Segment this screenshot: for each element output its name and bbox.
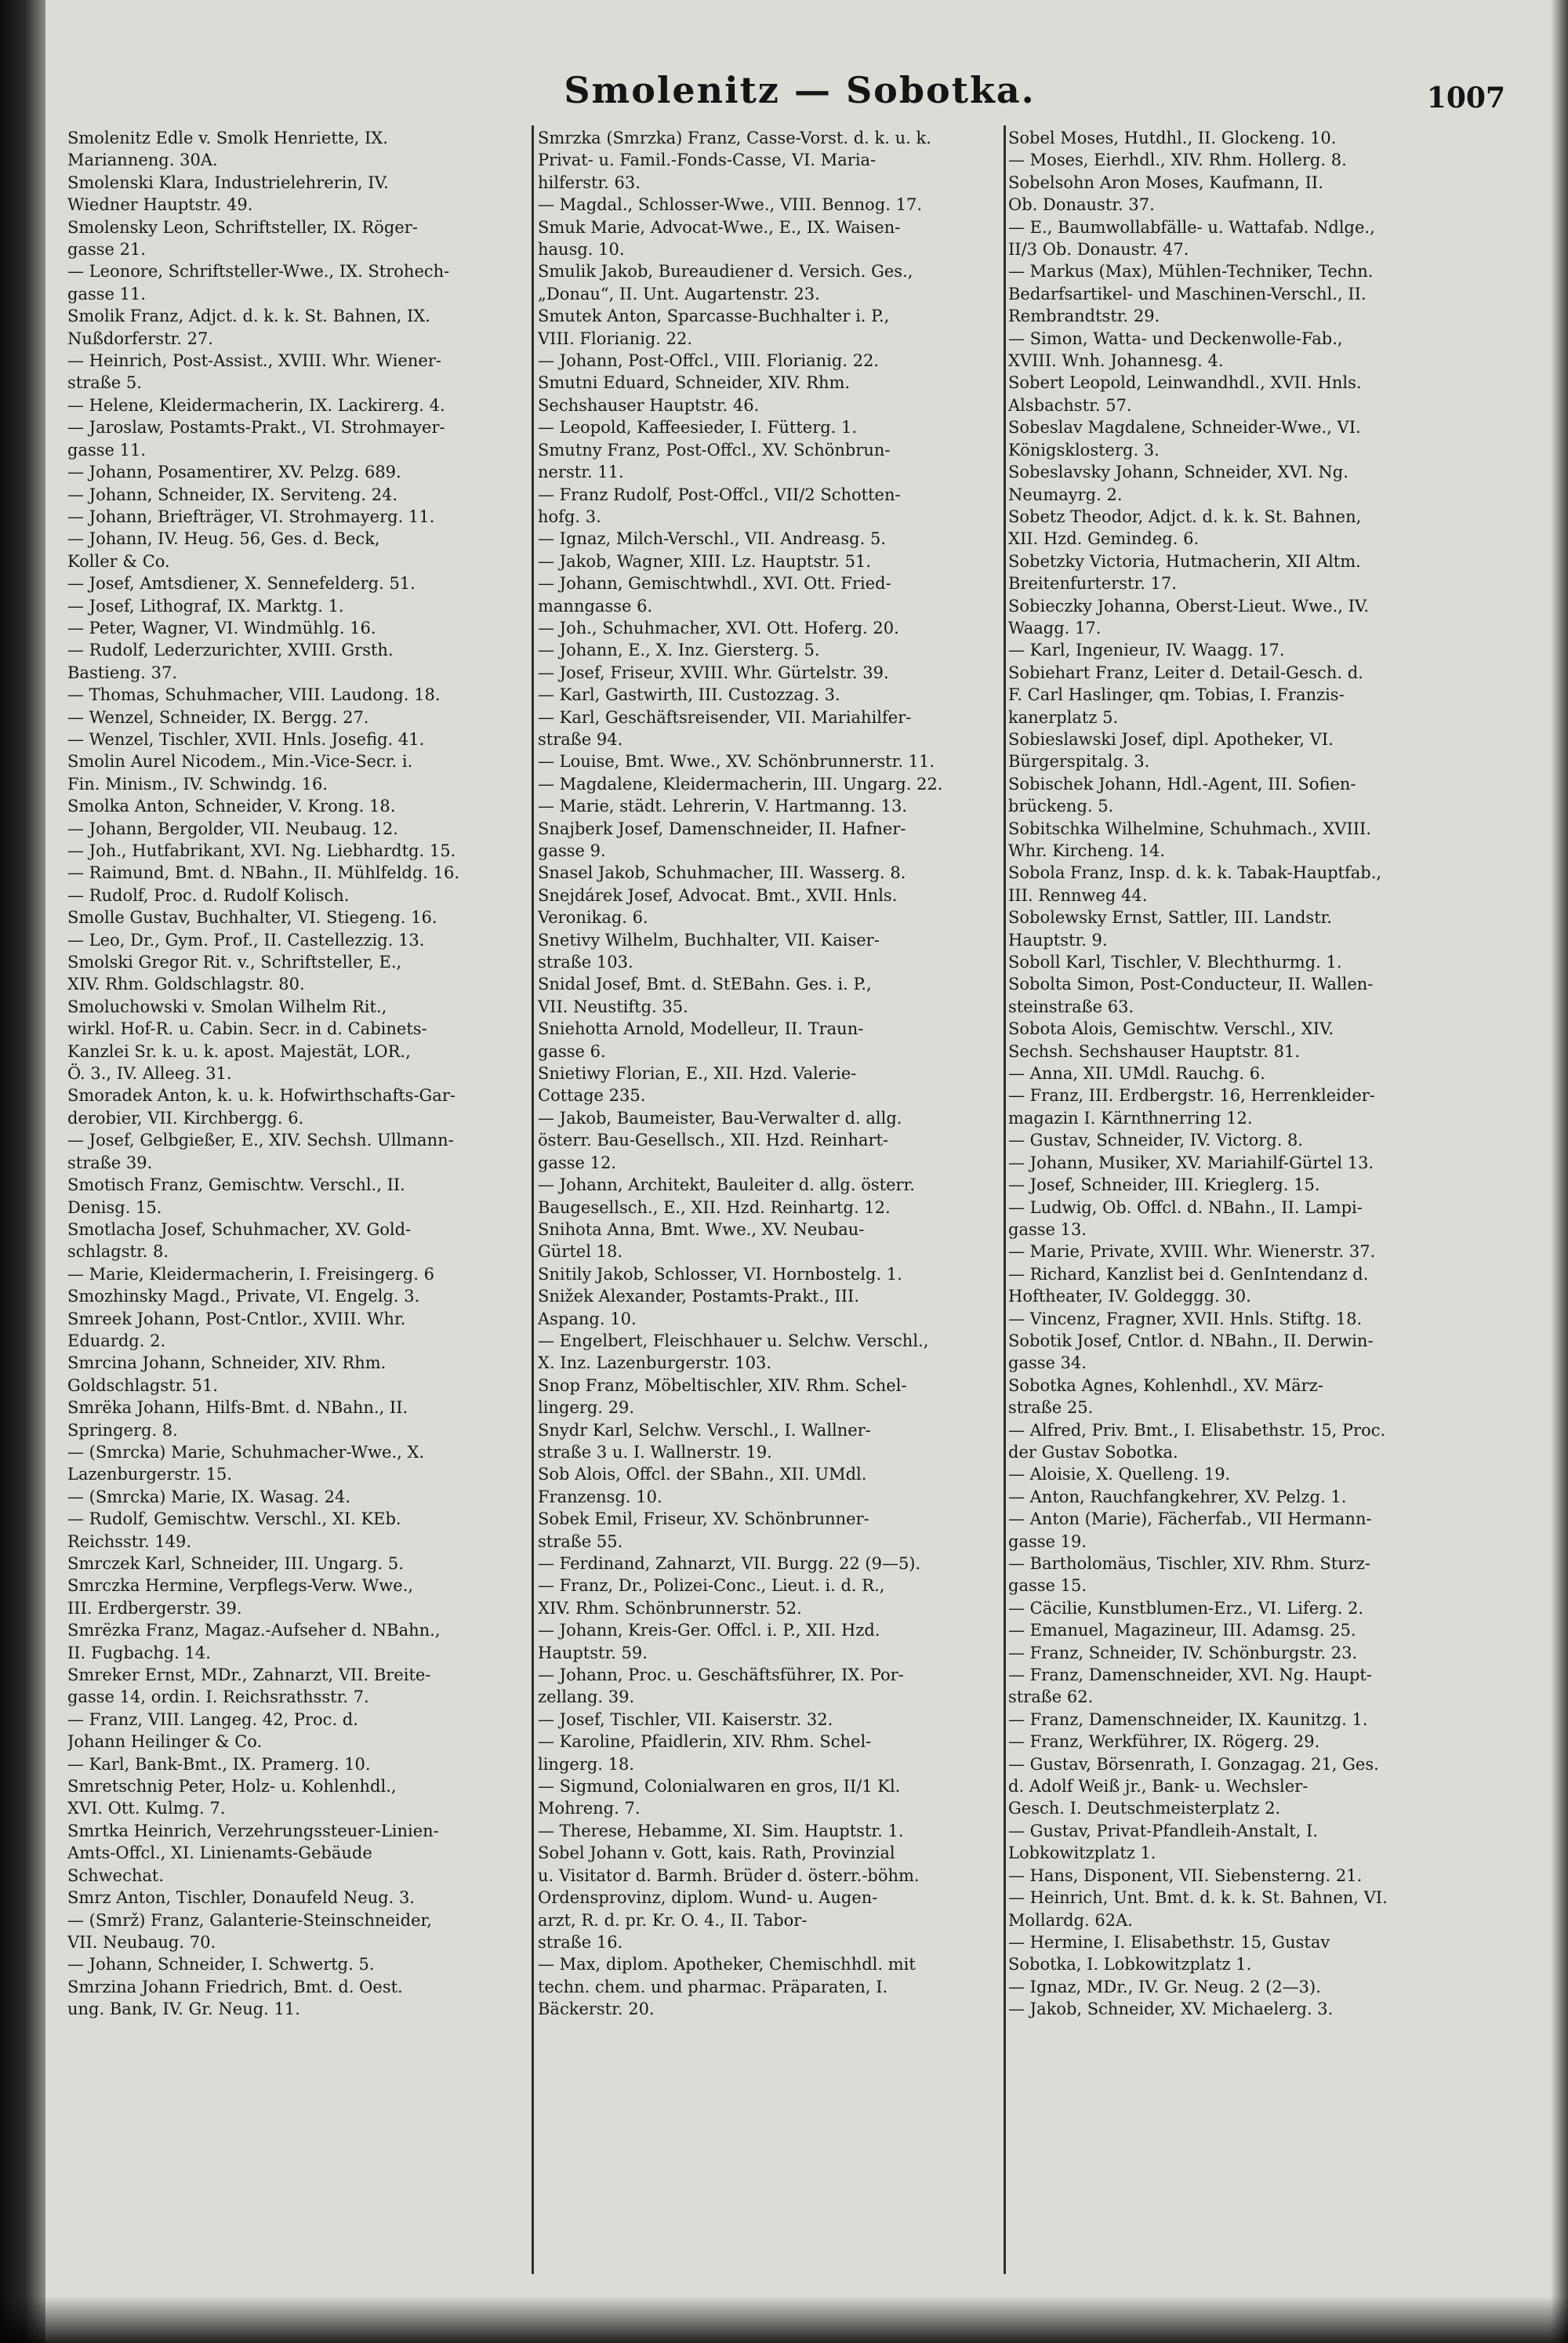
directory-entry-line: — (Smrž) Franz, Galanterie-Steinschneider, bbox=[67, 1910, 432, 1930]
directory-entry-line: — Johann, Schneider, I. Schwertg. 5. bbox=[67, 1955, 375, 1974]
directory-entry-line: Smotisch Franz, Gemischtw. Verschl., II. bbox=[67, 1175, 405, 1195]
directory-entry-line: Soboll Karl, Tischler, V. Blechthurmg. 1. bbox=[1008, 953, 1342, 972]
directory-entry-line: — Rudolf, Lederzurichter, XVIII. Grsth. bbox=[67, 641, 394, 660]
directory-entry-line: Snitily Jakob, Schlosser, VI. Hornbostelg. 1. bbox=[538, 1264, 902, 1284]
directory-entry-line: steinstraße 63. bbox=[1008, 997, 1134, 1016]
directory-entry-line: kanerplatz 5. bbox=[1008, 707, 1119, 727]
directory-entry-line: Snop Franz, Möbeltischler, XIV. Rhm. Schel- bbox=[538, 1375, 907, 1395]
directory-entry-line: Nußdorferstr. 27. bbox=[67, 329, 213, 348]
directory-entry-line: — Marie, Private, XVIII. Whr. Wienerstr. 37. bbox=[1008, 1242, 1376, 1262]
directory-entry-line: Bastieng. 37. bbox=[67, 663, 178, 682]
directory-entry-line: Breitenfurterstr. 17. bbox=[1008, 574, 1177, 594]
directory-entry-line: Sobitschka Wilhelmine, Schuhmach., XVIII. bbox=[1008, 819, 1372, 838]
directory-entry-line: — Johann, Briefträger, VI. Strohmayerg. 11. bbox=[67, 507, 435, 526]
directory-entry-line: zellang. 39. bbox=[538, 1687, 635, 1707]
directory-entry-line: Smrczek Karl, Schneider, III. Ungarg. 5. bbox=[67, 1554, 404, 1573]
directory-entry-line: Bäckerstr. 20. bbox=[538, 2000, 655, 2019]
directory-entry-line: straße 55. bbox=[538, 1531, 623, 1551]
directory-entry-line: Franzensg. 10. bbox=[538, 1487, 662, 1506]
directory-entry-line: Snejdárek Josef, Advocat. Bmt., XVII. Hnls. bbox=[538, 885, 898, 905]
directory-entry-line: — Franz, Damenschneider, IX. Kaunitzg. 1. bbox=[1008, 1709, 1368, 1729]
directory-entry-line: arzt, R. d. pr. Kr. O. 4., II. Tabor- bbox=[538, 1910, 808, 1930]
directory-entry-line: gasse 11. bbox=[67, 440, 147, 460]
directory-entry-line: — Richard, Kanzlist bei d. GenIntendanz d. bbox=[1008, 1264, 1369, 1284]
directory-entry-line: Denisg. 15. bbox=[67, 1197, 162, 1217]
directory-entry-line: Sobek Emil, Friseur, XV. Schönbrunner- bbox=[538, 1509, 869, 1529]
directory-entry-line: straße 94. bbox=[538, 729, 623, 749]
directory-entry-line: — Franz, Dr., Polizei-Conc., Lieut. i. d. R., bbox=[538, 1576, 885, 1596]
directory-entry-line: straße 16. bbox=[538, 1932, 623, 1952]
page-number: 1007 bbox=[1426, 82, 1505, 114]
directory-entry-line: Bürgerspitalg. 3. bbox=[1008, 752, 1150, 772]
directory-entry-line: Sobotka Agnes, Kohlenhdl., XV. März- bbox=[1008, 1375, 1323, 1395]
directory-column-3 bbox=[1008, 127, 1474, 2291]
directory-entry-line: — Josef, Schneider, III. Krieglerg. 15. bbox=[1008, 1175, 1320, 1195]
directory-entry-line: u. Visitator d. Barmh. Brüder d. österr.-böhm. bbox=[538, 1865, 920, 1885]
directory-entry-line: Sobeslavsky Johann, Schneider, XVI. Ng. bbox=[1008, 463, 1348, 482]
directory-entry-line: XIV. Rhm. Schönbrunnerstr. 52. bbox=[538, 1598, 802, 1618]
directory-entry-line: — Marie, städt. Lehrerin, V. Hartmanng. 13. bbox=[538, 797, 908, 816]
directory-entry-line: — Aloisie, X. Quelleng. 19. bbox=[1008, 1465, 1231, 1484]
directory-entry-line: Smutny Franz, Post-Offcl., XV. Schönbrun- bbox=[538, 440, 891, 460]
directory-entry-line: Schwechat. bbox=[67, 1865, 164, 1885]
directory-entry-line: — Alfred, Priv. Bmt., I. Elisabethstr. 15, Proc. bbox=[1008, 1420, 1386, 1440]
directory-entry-line: österr. Bau-Gesellsch., XII. Hzd. Reinhart- bbox=[538, 1131, 889, 1150]
directory-entry-line: XVI. Ott. Kulmg. 7. bbox=[67, 1799, 226, 1818]
directory-entry-line: lingerg. 29. bbox=[538, 1398, 635, 1418]
directory-entry-line: gasse 34. bbox=[1008, 1353, 1087, 1373]
directory-entry-line: III. Rennweg 44. bbox=[1008, 885, 1148, 905]
directory-entry-line: Smolka Anton, Schneider, V. Krong. 18. bbox=[67, 797, 396, 816]
directory-entry-line: — Josef, Friseur, XVIII. Whr. Gürtelstr. 39. bbox=[538, 663, 889, 682]
directory-entry-line: Sobotik Josef, Cntlor. d. NBahn., II. Derwin- bbox=[1008, 1331, 1374, 1350]
directory-entry-line: Snetivy Wilhelm, Buchhalter, VII. Kaiser- bbox=[538, 930, 880, 950]
directory-entry-line: Snietiwy Florian, E., XII. Hzd. Valerie- bbox=[538, 1064, 857, 1084]
directory-entry-line: — Moses, Eierhdl., XIV. Rhm. Hollerg. 8. bbox=[1008, 151, 1347, 170]
directory-entry-line: gasse 19. bbox=[1008, 1531, 1087, 1551]
directory-entry-line: lingerg. 18. bbox=[538, 1754, 635, 1774]
directory-entry-line: — Raimund, Bmt. d. NBahn., II. Mühlfeldg. 16. bbox=[67, 863, 460, 883]
directory-entry-line: Sobola Franz, Insp. d. k. k. Tabak-Hauptfab., bbox=[1008, 863, 1382, 883]
directory-entry-line: Smoluchowski v. Smolan Wilhelm Rit., bbox=[67, 997, 387, 1016]
directory-entry-line: — Josef, Tischler, VII. Kaiserstr. 32. bbox=[538, 1709, 833, 1729]
directory-entry-line: Smrczka Hermine, Verpflegs-Verw. Wwe., bbox=[67, 1576, 414, 1596]
directory-entry-line: Ö. 3., IV. Alleeg. 31. bbox=[67, 1064, 232, 1084]
directory-entry-line: Smozhinsky Magd., Private, VI. Engelg. 3. bbox=[67, 1287, 420, 1306]
directory-entry-line: Hauptstr. 59. bbox=[538, 1643, 648, 1662]
directory-entry-line: Sobolewsky Ernst, Sattler, III. Landstr. bbox=[1008, 908, 1333, 928]
directory-entry-line: Smutni Eduard, Schneider, XIV. Rhm. bbox=[538, 373, 851, 393]
directory-entry-line: gasse 11. bbox=[67, 284, 147, 303]
directory-entry-line: Sobota Alois, Gemischtw. Verschl., XIV. bbox=[1008, 1019, 1334, 1039]
directory-entry-line: — Franz, III. Erdbergstr. 16, Herrenkleider- bbox=[1008, 1086, 1375, 1106]
directory-entry-line: Gesch. I. Deutschmeisterplatz 2. bbox=[1008, 1799, 1281, 1818]
directory-entry-line: Smrëka Johann, Hilfs-Bmt. d. NBahn., II. bbox=[67, 1398, 408, 1418]
directory-entry-line: — Ludwig, Ob. Offcl. d. NBahn., II. Lampi- bbox=[1008, 1197, 1363, 1217]
directory-entry-line: — Markus (Max), Mühlen-Techniker, Techn. bbox=[1008, 262, 1374, 282]
directory-entry-line: Sobert Leopold, Leinwandhdl., XVII. Hnls. bbox=[1008, 373, 1362, 393]
directory-entry-line: — Johann, Kreis-Ger. Offcl. i. P., XII. Hzd. bbox=[538, 1621, 880, 1640]
directory-entry-line: — Karoline, Pfaidlerin, XIV. Rhm. Schel- bbox=[538, 1732, 872, 1752]
directory-entry-line: — Helene, Kleidermacherin, IX. Lackirerg. 4. bbox=[67, 395, 445, 415]
directory-entry-line: — Gustav, Schneider, IV. Victorg. 8. bbox=[1008, 1131, 1304, 1150]
directory-entry-line: Hoftheater, IV. Goldeggg. 30. bbox=[1008, 1287, 1251, 1306]
directory-entry-line: — Joh., Hutfabrikant, XVI. Ng. Liebhardtg. 15. bbox=[67, 841, 456, 860]
directory-entry-line: Lobkowitzplatz 1. bbox=[1008, 1844, 1156, 1863]
directory-entry-line: — Engelbert, Fleischhauer u. Selchw. Verschl., bbox=[538, 1331, 929, 1350]
directory-entry-line: II. Fugbachg. 14. bbox=[67, 1643, 211, 1662]
directory-entry-line: brückeng. 5. bbox=[1008, 797, 1114, 816]
directory-entry-line: wirkl. Hof-R. u. Cabin. Secr. in d. Cabinets- bbox=[67, 1019, 427, 1039]
directory-entry-line: Smolski Gregor Rit. v., Schriftsteller, E., bbox=[67, 953, 402, 972]
directory-entry-line: nerstr. 11. bbox=[538, 463, 624, 482]
directory-entry-line: — Thomas, Schuhmacher, VIII. Laudong. 18. bbox=[67, 685, 441, 705]
directory-entry-line: Snydr Karl, Selchw. Verschl., I. Wallner- bbox=[538, 1420, 871, 1440]
directory-entry-line: Sobelsohn Aron Moses, Kaufmann, II. bbox=[1008, 173, 1323, 192]
directory-entry-line: Snidal Josef, Bmt. d. StEBahn. Ges. i. P., bbox=[538, 975, 872, 994]
directory-entry-line: gasse 14, ordin. I. Reichsrathsstr. 7. bbox=[67, 1687, 369, 1707]
directory-entry-line: gasse 21. bbox=[67, 240, 147, 260]
directory-entry-line: Smolin Aurel Nicodem., Min.-Vice-Secr. i. bbox=[67, 752, 413, 772]
directory-entry-line: straße 103. bbox=[538, 953, 633, 972]
directory-entry-line: Smolik Franz, Adjct. d. k. k. St. Bahnen, IX. bbox=[67, 307, 430, 326]
directory-entry-line: Smrzka (Smrzka) Franz, Casse-Vorst. d. k. u. k. bbox=[538, 129, 931, 147]
column-divider bbox=[1004, 125, 1006, 2274]
directory-entry-line: — Anton (Marie), Fächerfab., VII Hermann- bbox=[1008, 1509, 1372, 1529]
directory-entry-line: — Therese, Hebamme, XI. Sim. Hauptstr. 1. bbox=[538, 1821, 904, 1840]
directory-entry-line: Neumayrg. 2. bbox=[1008, 485, 1123, 504]
directory-entry-line: schlagstr. 8. bbox=[67, 1242, 169, 1262]
directory-entry-line: Snajberk Josef, Damenschneider, II. Hafner- bbox=[538, 819, 906, 838]
directory-entry-line: — Johann, Schneider, IX. Serviteng. 24. bbox=[67, 485, 398, 504]
directory-entry-line: Smolenitz Edle v. Smolk Henriette, IX. bbox=[67, 129, 388, 147]
directory-entry-line: d. Adolf Weiß jr., Bank- u. Wechsler- bbox=[1008, 1777, 1308, 1796]
directory-entry-line: straße 62. bbox=[1008, 1687, 1094, 1707]
directory-entry-line: Smolensky Leon, Schriftsteller, IX. Röger- bbox=[67, 217, 418, 237]
directory-entry-line: — E., Baumwollabfälle- u. Wattafab. Ndlge., bbox=[1008, 217, 1375, 237]
directory-entry-line: — Jakob, Baumeister, Bau-Verwalter d. allg. bbox=[538, 1108, 902, 1128]
directory-entry-line: III. Erdbergerstr. 39. bbox=[67, 1598, 242, 1618]
directory-entry-line: — Johann, Musiker, XV. Mariahilf-Gürtel 13. bbox=[1008, 1153, 1374, 1172]
directory-entry-line: Snižek Alexander, Postamts-Prakt., III. bbox=[538, 1287, 859, 1306]
directory-entry-line: magazin I. Kärnthnerring 12. bbox=[1008, 1108, 1253, 1128]
directory-entry-line: — Johann, Post-Offcl., VIII. Florianig. 22. bbox=[538, 351, 880, 371]
directory-entry-line: Rembrandtstr. 29. bbox=[1008, 307, 1160, 326]
directory-entry-line: — Franz, Werkführer, IX. Rögerg. 29. bbox=[1008, 1732, 1320, 1752]
directory-entry-line: Sobiehart Franz, Leiter d. Detail-Gesch. d. bbox=[1008, 663, 1363, 682]
directory-entry-line: Smrtka Heinrich, Verzehrungssteuer-Linien- bbox=[67, 1821, 439, 1840]
directory-entry-line: — Johann, Posamentirer, XV. Pelzg. 689. bbox=[67, 463, 401, 482]
directory-entry-line: Smutek Anton, Sparcasse-Buchhalter i. P., bbox=[538, 307, 890, 326]
directory-entry-line: — Wenzel, Schneider, IX. Bergg. 27. bbox=[67, 707, 369, 727]
directory-entry-line: der Gustav Sobotka. bbox=[1008, 1442, 1178, 1462]
directory-entry-line: — Magdalene, Kleidermacherin, III. Ungarg. 22. bbox=[538, 774, 943, 794]
directory-column-2 bbox=[538, 127, 1000, 2291]
directory-entry-line: straße 39. bbox=[67, 1153, 153, 1172]
column-divider bbox=[532, 125, 534, 2274]
directory-entry-line: Sobotka, I. Lobkowitzplatz 1. bbox=[1008, 1955, 1252, 1974]
directory-entry-line: Sob Alois, Offcl. der SBahn., XII. UMdl. bbox=[538, 1465, 867, 1484]
directory-entry-line: — Heinrich, Unt. Bmt. d. k. k. St. Bahnen, VI. bbox=[1008, 1888, 1388, 1908]
directory-entry-line: — Johann, Architekt, Bauleiter d. allg. österr. bbox=[538, 1175, 915, 1195]
book-spine-shadow bbox=[0, 0, 45, 2343]
directory-entry-line: Veronikag. 6. bbox=[538, 908, 648, 928]
directory-entry-line: Kanzlei Sr. k. u. k. apost. Majestät, LOR., bbox=[67, 1041, 411, 1061]
directory-entry-line: — Gustav, Börsenrath, I. Gonzagag. 21, Ges. bbox=[1008, 1754, 1379, 1774]
directory-entry-line: Eduardg. 2. bbox=[67, 1331, 166, 1350]
directory-entry-line: — Cäcilie, Kunstblumen-Erz., VI. Liferg. 2. bbox=[1008, 1598, 1364, 1618]
directory-entry-line: Smretschnig Peter, Holz- u. Kohlenhdl., bbox=[67, 1777, 397, 1796]
directory-entry-line: — Heinrich, Post-Assist., XVIII. Whr. Wiener- bbox=[67, 351, 441, 371]
directory-entry-line: Koller & Co. bbox=[67, 551, 170, 571]
directory-entry-line: — (Smrcka) Marie, Schuhmacher-Wwe., X. bbox=[67, 1442, 425, 1462]
directory-entry-line: gasse 13. bbox=[1008, 1219, 1087, 1239]
directory-entry-line: — Simon, Watta- und Deckenwolle-Fab., bbox=[1008, 329, 1343, 348]
directory-entry-line: gasse 9. bbox=[538, 841, 606, 860]
directory-entry-line: VII. Neustiftg. 35. bbox=[538, 997, 688, 1016]
directory-entry-line: — Karl, Gastwirth, III. Custozzag. 3. bbox=[538, 685, 840, 705]
directory-entry-line: Smrcina Johann, Schneider, XIV. Rhm. bbox=[67, 1353, 387, 1373]
directory-entry-line: Aspang. 10. bbox=[538, 1309, 637, 1328]
directory-entry-line: Alsbachstr. 57. bbox=[1008, 395, 1132, 415]
directory-entry-line: Smreker Ernst, MDr., Zahnarzt, VII. Breite- bbox=[67, 1666, 431, 1685]
directory-entry-line: Marianneng. 30A. bbox=[67, 151, 218, 170]
page-edge-shadow bbox=[1551, 0, 1568, 2343]
directory-entry-line: XIV. Rhm. Goldschlagstr. 80. bbox=[67, 975, 305, 994]
directory-entry-line: Wiedner Hauptstr. 49. bbox=[67, 195, 253, 215]
directory-entry-line: Sobieslawski Josef, dipl. Apotheker, VI. bbox=[1008, 729, 1334, 749]
directory-entry-line: — Joh., Schuhmacher, XVI. Ott. Hoferg. 20. bbox=[538, 618, 899, 638]
directory-entry-line: — Magdal., Schlosser-Wwe., VIII. Bennog. 17. bbox=[538, 195, 923, 215]
directory-entry-line: — Hermine, I. Elisabethstr. 15, Gustav bbox=[1008, 1932, 1330, 1952]
directory-entry-line: Johann Heilinger & Co. bbox=[67, 1732, 263, 1752]
directory-entry-line: techn. chem. und pharmac. Präparaten, I. bbox=[538, 1977, 888, 1996]
directory-entry-line: — Sigmund, Colonialwaren en gros, II/1 Kl. bbox=[538, 1777, 901, 1796]
directory-entry-line: XVIII. Wnh. Johannesg. 4. bbox=[1008, 351, 1224, 371]
directory-entry-line: Cottage 235. bbox=[538, 1086, 646, 1106]
directory-entry-line: Smrzina Johann Friedrich, Bmt. d. Oest. bbox=[67, 1977, 403, 1996]
directory-entry-line: Sobel Johann v. Gott, kais. Rath, Provinzial bbox=[538, 1844, 895, 1863]
scan-bottom-shadow bbox=[0, 2296, 1568, 2343]
directory-entry-line: Fin. Minism., IV. Schwindg. 16. bbox=[67, 774, 328, 794]
directory-entry-line: Whr. Kircheng. 14. bbox=[1008, 841, 1166, 860]
directory-entry-line: Smulik Jakob, Bureaudiener d. Versich. Ges., bbox=[538, 262, 913, 282]
directory-entry-line: Smuk Marie, Advocat-Wwe., E., IX. Waisen- bbox=[538, 217, 901, 237]
directory-entry-line: — Johann, IV. Heug. 56, Ges. d. Beck, bbox=[67, 529, 380, 549]
directory-entry-line: VIII. Florianig. 22. bbox=[538, 329, 693, 348]
directory-entry-line: — Jakob, Wagner, XIII. Lz. Hauptstr. 51. bbox=[538, 551, 872, 571]
directory-entry-line: Sobieczky Johanna, Oberst-Lieut. Wwe., IV. bbox=[1008, 596, 1370, 616]
page-title: Smolenitz — Sobotka. bbox=[564, 69, 1036, 111]
directory-entry-line: hofg. 3. bbox=[538, 507, 601, 526]
directory-entry-line: F. Carl Haslinger, qm. Tobias, I. Franzis- bbox=[1008, 685, 1345, 705]
directory-entry-line: Mohreng. 7. bbox=[538, 1799, 641, 1818]
directory-entry-line: — Karl, Bank-Bmt., IX. Pramerg. 10. bbox=[67, 1754, 371, 1774]
directory-entry-line: Snihota Anna, Bmt. Wwe., XV. Neubau- bbox=[538, 1219, 865, 1239]
directory-entry-line: — Ferdinand, Zahnarzt, VII. Burgg. 22 (9—5). bbox=[538, 1554, 921, 1573]
directory-entry-line: straße 5. bbox=[67, 373, 142, 393]
directory-entry-line: Springerg. 8. bbox=[67, 1420, 178, 1440]
directory-entry-line: Smrz Anton, Tischler, Donaufeld Neug. 3. bbox=[67, 1888, 415, 1908]
directory-entry-line: Sobeslav Magdalene, Schneider-Wwe., VI. bbox=[1008, 418, 1361, 438]
directory-entry-line: „Donau“, II. Unt. Augartenstr. 23. bbox=[538, 284, 820, 303]
directory-entry-line: Privat- u. Famil.-Fonds-Casse, VI. Maria- bbox=[538, 151, 877, 170]
directory-entry-line: — Karl, Ingenieur, IV. Waagg. 17. bbox=[1008, 641, 1285, 660]
directory-entry-line: Goldschlagstr. 51. bbox=[67, 1375, 219, 1395]
directory-entry-line: — Josef, Amtsdiener, X. Sennefelderg. 51. bbox=[67, 574, 416, 594]
directory-entry-line: — Johann, Gemischtwhdl., XVI. Ott. Fried- bbox=[538, 574, 891, 594]
directory-entry-line: — Bartholomäus, Tischler, XIV. Rhm. Sturz- bbox=[1008, 1554, 1370, 1573]
directory-entry-line: Smoradek Anton, k. u. k. Hofwirthschafts-Gar- bbox=[67, 1086, 456, 1106]
directory-entry-line: Sechsh. Sechshauser Hauptstr. 81. bbox=[1008, 1041, 1301, 1061]
directory-entry-line: — Josef, Lithograf, IX. Marktg. 1. bbox=[67, 596, 344, 616]
directory-entry-line: gasse 6. bbox=[538, 1041, 606, 1061]
directory-entry-line: — Gustav, Privat-Pfandleih-Anstalt, I. bbox=[1008, 1821, 1319, 1840]
directory-entry-line: — Max, diplom. Apotheker, Chemischhdl. mit bbox=[538, 1955, 916, 1974]
directory-entry-line: — Anton, Rauchfangkehrer, XV. Pelzg. 1. bbox=[1008, 1487, 1347, 1506]
directory-entry-line: Sobetzky Victoria, Hutmacherin, XII Altm. bbox=[1008, 551, 1361, 571]
directory-entry-line: Sobetz Theodor, Adjct. d. k. k. St. Bahnen, bbox=[1008, 507, 1362, 526]
directory-entry-line: — Louise, Bmt. Wwe., XV. Schönbrunnerstr. 11. bbox=[538, 752, 935, 772]
directory-entry-line: — Johann, E., X. Inz. Giersterg. 5. bbox=[538, 641, 820, 660]
directory-entry-line: hilferstr. 63. bbox=[538, 173, 641, 192]
directory-entry-line: hausg. 10. bbox=[538, 240, 625, 260]
directory-entry-line: II/3 Ob. Donaustr. 47. bbox=[1008, 240, 1189, 260]
directory-entry-line: XII. Hzd. Gemindeg. 6. bbox=[1008, 529, 1200, 549]
directory-entry-line: derobier, VII. Kirchbergg. 6. bbox=[67, 1108, 304, 1128]
directory-column-1 bbox=[67, 127, 530, 2291]
directory-entry-line: Smrëzka Franz, Magaz.-Aufseher d. NBahn., bbox=[67, 1621, 441, 1640]
directory-entry-line: Sobolta Simon, Post-Conducteur, II. Wallen- bbox=[1008, 975, 1374, 994]
directory-entry-line: Ob. Donaustr. 37. bbox=[1008, 195, 1155, 215]
directory-entry-line: Sniehotta Arnold, Modelleur, II. Traun- bbox=[538, 1019, 864, 1039]
directory-entry-line: Sechshauser Hauptstr. 46. bbox=[538, 395, 760, 415]
directory-entry-line: Smotlacha Josef, Schuhmacher, XV. Gold- bbox=[67, 1219, 412, 1239]
directory-entry-line: manngasse 6. bbox=[538, 596, 653, 616]
directory-entry-line: Gürtel 18. bbox=[538, 1242, 622, 1262]
directory-entry-line: — Peter, Wagner, VI. Windmühlg. 16. bbox=[67, 618, 376, 638]
directory-entry-line: — Vincenz, Fragner, XVII. Hnls. Stiftg. 18. bbox=[1008, 1309, 1363, 1328]
directory-entry-line: — Hans, Disponent, VII. Siebensterng. 21. bbox=[1008, 1865, 1363, 1885]
directory-entry-line: Hauptstr. 9. bbox=[1008, 930, 1108, 950]
directory-entry-line: — Ignaz, MDr., IV. Gr. Neug. 2 (2—3). bbox=[1008, 1977, 1321, 1996]
directory-entry-line: Lazenburgerstr. 15. bbox=[67, 1465, 233, 1484]
directory-entry-line: — Franz Rudolf, Post-Offcl., VII/2 Schotten- bbox=[538, 485, 901, 504]
directory-entry-line: — Anna, XII. UMdl. Rauchg. 6. bbox=[1008, 1064, 1265, 1084]
directory-entry-line: Snasel Jakob, Schuhmacher, III. Wasserg. 8. bbox=[538, 863, 906, 883]
directory-entry-line: — Rudolf, Gemischtw. Verschl., XI. KEb. bbox=[67, 1509, 401, 1529]
directory-entry-line: straße 3 u. I. Wallnerstr. 19. bbox=[538, 1442, 772, 1462]
directory-entry-line: — Leopold, Kaffeesieder, I. Fütterg. 1. bbox=[538, 418, 858, 438]
directory-entry-line: — Marie, Kleidermacherin, I. Freisingerg. 6 bbox=[67, 1264, 434, 1284]
directory-entry-line: — Wenzel, Tischler, XVII. Hnls. Josefig. 41. bbox=[67, 729, 425, 749]
directory-entry-line: ung. Bank, IV. Gr. Neug. 11. bbox=[67, 2000, 300, 2019]
directory-entry-line: — Franz, Schneider, IV. Schönburgstr. 23. bbox=[1008, 1643, 1358, 1662]
directory-entry-line: — Rudolf, Proc. d. Rudolf Kolisch. bbox=[67, 885, 350, 905]
directory-entry-line: — (Smrcka) Marie, IX. Wasag. 24. bbox=[67, 1487, 350, 1506]
directory-entry-line: — Jakob, Schneider, XV. Michaelerg. 3. bbox=[1008, 2000, 1334, 2019]
directory-entry-line: Smreek Johann, Post-Cntlor., XVIII. Whr. bbox=[67, 1309, 406, 1328]
directory-entry-line: — Karl, Geschäftsreisender, VII. Mariahilfer- bbox=[538, 707, 912, 727]
directory-entry-line: Reichsstr. 149. bbox=[67, 1531, 192, 1551]
directory-entry-line: Smolenski Klara, Industrielehrerin, IV. bbox=[67, 173, 389, 192]
directory-entry-line: Mollardg. 62A. bbox=[1008, 1910, 1133, 1930]
directory-entry-line: — Ignaz, Milch-Verschl., VII. Andreasg. 5. bbox=[538, 529, 887, 549]
directory-entry-line: VII. Neubaug. 70. bbox=[67, 1932, 216, 1952]
directory-entry-line: — Leonore, Schriftsteller-Wwe., IX. Strohech- bbox=[67, 262, 450, 282]
directory-entry-line: Bedarfsartikel- und Maschinen-Verschl., II. bbox=[1008, 284, 1367, 303]
directory-entry-line: — Jaroslaw, Postamts-Prakt., VI. Strohmayer- bbox=[67, 418, 445, 438]
directory-entry-line: Waagg. 17. bbox=[1008, 618, 1102, 638]
directory-entry-line: X. Inz. Lazenburgerstr. 103. bbox=[538, 1353, 771, 1373]
directory-entry-line: Baugesellsch., E., XII. Hzd. Reinhartg. 12. bbox=[538, 1197, 891, 1217]
directory-entry-line: Smolle Gustav, Buchhalter, VI. Stiegeng. 16. bbox=[67, 908, 437, 928]
directory-entry-line: Ordensprovinz, diplom. Wund- u. Augen- bbox=[538, 1888, 878, 1908]
directory-entry-line: — Josef, Gelbgießer, E., XIV. Sechsh. Ullmann- bbox=[67, 1131, 454, 1150]
directory-entry-line: — Emanuel, Magazineur, III. Adamsg. 25. bbox=[1008, 1621, 1356, 1640]
directory-entry-line: — Leo, Dr., Gym. Prof., II. Castellezzig. 13. bbox=[67, 930, 425, 950]
directory-entry-line: Sobel Moses, Hutdhl., II. Glockeng. 10. bbox=[1008, 129, 1337, 147]
directory-entry-line: — Franz, Damenschneider, XVI. Ng. Haupt- bbox=[1008, 1666, 1372, 1685]
directory-entry-line: — Johann, Proc. u. Geschäftsführer, IX. Por- bbox=[538, 1666, 904, 1685]
directory-entry-line: gasse 12. bbox=[538, 1153, 617, 1172]
directory-entry-line: straße 25. bbox=[1008, 1398, 1094, 1418]
directory-entry-line: — Franz, VIII. Langeg. 42, Proc. d. bbox=[67, 1709, 358, 1729]
directory-entry-line: gasse 15. bbox=[1008, 1576, 1087, 1596]
directory-entry-line: — Johann, Bergolder, VII. Neubaug. 12. bbox=[67, 819, 398, 838]
directory-entry-line: Königsklosterg. 3. bbox=[1008, 440, 1160, 460]
directory-entry-line: Sobischek Johann, Hdl.-Agent, III. Sofien- bbox=[1008, 774, 1356, 794]
directory-entry-line: Amts-Offcl., XI. Linienamts-Gebäude bbox=[67, 1844, 372, 1863]
